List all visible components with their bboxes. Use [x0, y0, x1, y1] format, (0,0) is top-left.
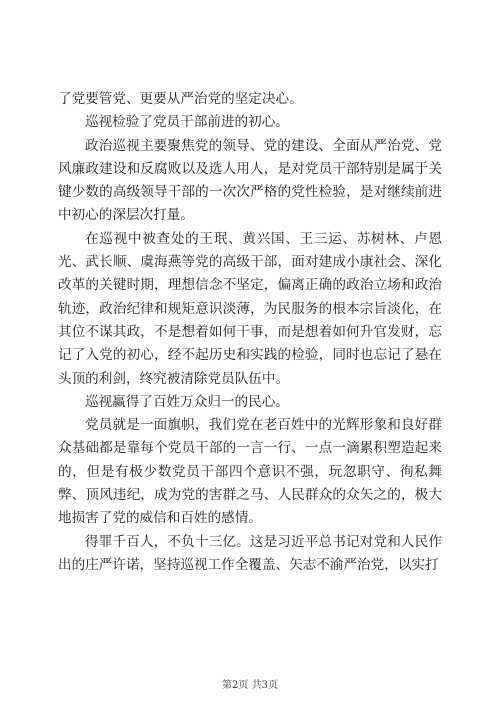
document-body	[58, 88, 442, 577]
page-number-footer: 第2页 共3页	[222, 680, 278, 691]
paragraph: 党员就是一面旗帜，我们党在老百姓中的光辉形象和良好群众基础都是靠每个党员干部的一言一行、一点一滴累积塑造起来的，但是有极少数党员干部四个意识不强，玩忽职守、徇私舞弊、顶风违纪，成为党的害群之马、人民群众的众矢之的，极大地损害了党的威信和百姓的感情。	[58, 417, 442, 527]
paragraph: 了党要管党、更要从严治党的坚定决心。	[58, 91, 303, 107]
paragraph: 政治巡视主要聚焦党的领导、党的建设、全面从严治党、党风廉政建设和反腐败以及选人用人，是对党员干部特别是属于关键少数的高级领导干部的一次次严格的党性检验，是对继续前进中初心的深层次打量。	[58, 137, 442, 224]
paragraph: 巡视检验了党员干部前进的初心。	[85, 114, 289, 131]
paragraph: 巡视赢得了百姓万众归一的民心。	[85, 393, 289, 410]
paragraph: 得罪千百人，不负十三亿。这是习近平总书记对党和人民作出的庄严许诺，坚持巡视工作全覆盖、矢志不渝严治党，以实打	[58, 533, 442, 573]
paragraph: 在巡视中被查处的王珉、黄兴国、王三运、苏树林、卢恩光、武长顺、虞海燕等党的高级干部，面对建成小康社会、深化改革的关键时期，理想信念不坚定，偏离正确的政治立场和政治轨迹，政治纪律和规矩意识淡薄，为民服务的根本宗旨淡化，在其位不谋其政，不是想着如何干事，而是想着如何升官发财，忘记了入党的初心，经不起历史和实践的检验，同时也忘记了悬在头顶的利剑，终究被清除党员队伍中。	[58, 230, 442, 387]
